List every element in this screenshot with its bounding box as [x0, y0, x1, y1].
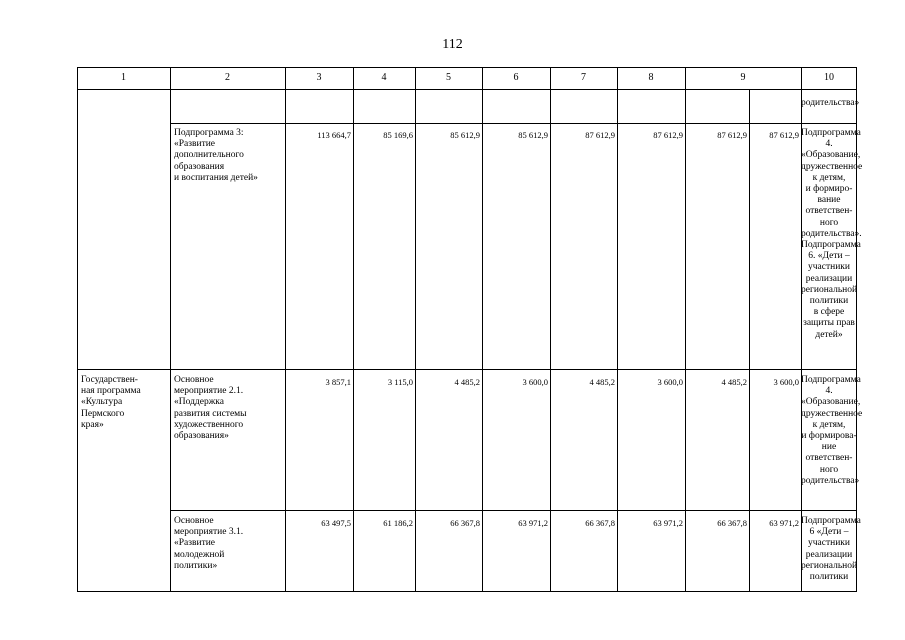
- col-border: [285, 67, 286, 592]
- row3-col2: [174, 516, 284, 572]
- row1-val-9a: 87 612,9: [717, 130, 747, 140]
- cell-text-line: 4.: [825, 386, 833, 397]
- row2-val-9b: 3 600,0: [773, 377, 799, 387]
- cell-text-line: родительства»: [801, 475, 860, 486]
- row2-val-6: 3 600,0: [522, 377, 548, 387]
- cell-text-line: реализации: [805, 549, 853, 560]
- cell-text-line: и воспитания детей»: [174, 172, 258, 183]
- cell-text-line: политики: [809, 296, 849, 307]
- cell-text-line: региональной: [801, 560, 858, 571]
- cell-text-line: 6. «Дети –: [808, 251, 850, 262]
- col-border: [749, 89, 750, 592]
- row1-val-4: 85 169,6: [383, 130, 413, 140]
- header-col-10: 10: [824, 72, 834, 83]
- cell-text-line: и формиро-: [805, 184, 853, 195]
- cell-text-line: «Развитие: [174, 139, 216, 150]
- cell-text-line: дружественное: [801, 161, 863, 172]
- cell-text-line: мероприятие 3.1.: [174, 527, 244, 538]
- cell-text-line: защиты прав: [803, 318, 855, 329]
- row2-val-5: 4 485,2: [454, 377, 480, 387]
- cell-text-line: ответствен-: [805, 206, 853, 217]
- row2-val-8: 3 600,0: [657, 377, 683, 387]
- col-border: [482, 67, 483, 592]
- header-col-8: 8: [648, 72, 654, 83]
- cell-text-line: участники: [808, 538, 850, 549]
- row1-col10: [801, 128, 863, 341]
- table-border-top: [77, 67, 857, 68]
- row3-val-8: 63 971,2: [653, 518, 683, 528]
- cell-text-line: Подпрограмма: [801, 128, 861, 138]
- cell-text-line: образования: [174, 161, 225, 172]
- row2-col10: [801, 375, 863, 487]
- cell-text-line: и формирова-: [801, 431, 857, 442]
- header-col-7: 7: [581, 72, 586, 83]
- col-border: [550, 67, 551, 592]
- cell-text-line: ного: [819, 217, 839, 228]
- row3-val-9b: 63 971,2: [769, 518, 799, 528]
- header-col-5: 5: [446, 72, 451, 83]
- cell-text-line: ного: [819, 464, 839, 475]
- cell-text-line: участники: [808, 262, 850, 273]
- row-border: [170, 510, 857, 511]
- col-border: [415, 67, 416, 592]
- cell-text-line: к детям,: [812, 172, 846, 183]
- row3-val-6: 63 971,2: [518, 518, 548, 528]
- cell-text-line: «Образование,: [801, 150, 861, 161]
- cell-text-line: 4.: [825, 139, 833, 150]
- cell-text-line: вание: [817, 195, 841, 206]
- row2-val-3: 3 857,1: [325, 377, 351, 387]
- cell-text-line: мероприятие 2.1.: [174, 386, 244, 397]
- row3-val-4: 61 186,2: [383, 518, 413, 528]
- cell-text-line: Пермского: [81, 408, 125, 419]
- cell-text-line: художественного: [174, 419, 244, 430]
- row-border: [77, 369, 857, 370]
- cell-text-line: дружественное: [801, 408, 863, 419]
- row3-val-9a: 66 367,8: [717, 518, 747, 528]
- cell-text-line: родительства».: [801, 228, 862, 239]
- row-border: [170, 123, 857, 124]
- cell-text-line: к детям,: [812, 419, 846, 430]
- row1-val-5: 85 612,9: [450, 130, 480, 140]
- col-border: [685, 67, 686, 592]
- row1-val-3: 113 664,7: [317, 130, 351, 140]
- header-col-2: 2: [225, 72, 230, 83]
- row2-col2: [174, 375, 284, 442]
- row3-col10: [801, 516, 861, 583]
- cell-text-line: ная программа: [81, 386, 141, 397]
- page-number: 112: [442, 37, 463, 52]
- budget-table: [77, 67, 863, 592]
- cell-text-line: Основное: [174, 375, 214, 385]
- row3-val-7: 66 367,8: [585, 518, 615, 528]
- row1-val-8: 87 612,9: [653, 130, 683, 140]
- col-border: [617, 67, 618, 592]
- header-col-3: 3: [316, 72, 322, 83]
- cell-text-line: дополнительного: [174, 150, 244, 161]
- cell-text-line: образования»: [174, 431, 229, 442]
- continued-text: родительства»: [801, 98, 860, 108]
- row1-val-7: 87 612,9: [585, 130, 615, 140]
- cell-text-line: Основное: [174, 516, 214, 526]
- cell-text-line: 6 «Дети –: [809, 527, 849, 538]
- cell-text-line: «Поддержка: [174, 397, 224, 408]
- cell-text-line: молодежной: [174, 549, 225, 560]
- row2-val-9a: 4 485,2: [721, 377, 747, 387]
- cell-text-line: в сфере: [813, 307, 845, 318]
- header-col-9: 9: [740, 72, 746, 83]
- header-col-1: 1: [121, 72, 126, 83]
- cell-text-line: детей»: [815, 329, 843, 340]
- header-bottom-border: [77, 89, 857, 90]
- row1-val-9b: 87 612,9: [769, 130, 799, 140]
- col-border: [77, 67, 78, 592]
- cell-text-line: Подпрограмма: [801, 240, 861, 251]
- row3-val-5: 66 367,8: [450, 518, 480, 528]
- header-col-6: 6: [513, 72, 519, 83]
- cell-text-line: политики»: [174, 560, 218, 571]
- cell-text-line: ответствен-: [805, 453, 853, 464]
- cell-text-line: Подпрограмма: [801, 375, 861, 385]
- row3-val-3: 63 497,5: [321, 518, 351, 528]
- table-border-bottom: [77, 591, 857, 592]
- row1-col2: [174, 128, 284, 184]
- cell-text-line: развития системы: [174, 408, 247, 419]
- cell-text-line: Подпрограмма 3:: [174, 128, 244, 138]
- cell-text-line: «Развитие: [174, 538, 216, 549]
- header-col-4: 4: [381, 72, 387, 83]
- col-border: [170, 67, 171, 592]
- cell-text-line: региональной: [801, 284, 858, 295]
- cell-text-line: реализации: [805, 273, 853, 284]
- col-border: [353, 67, 354, 592]
- cell-text-line: Подпрограмма: [801, 516, 861, 526]
- row2-col1: [81, 375, 169, 431]
- cell-text-line: Государствен-: [81, 375, 138, 385]
- cell-text-line: края»: [81, 419, 104, 430]
- row2-val-7: 4 485,2: [589, 377, 615, 387]
- cell-text-line: политики: [809, 572, 849, 583]
- cell-text-line: «Культура: [81, 397, 123, 408]
- row2-val-4: 3 115,0: [387, 377, 413, 387]
- cell-text-line: ние: [821, 442, 837, 453]
- row1-val-6: 85 612,9: [518, 130, 548, 140]
- cell-text-line: «Образование,: [801, 397, 861, 408]
